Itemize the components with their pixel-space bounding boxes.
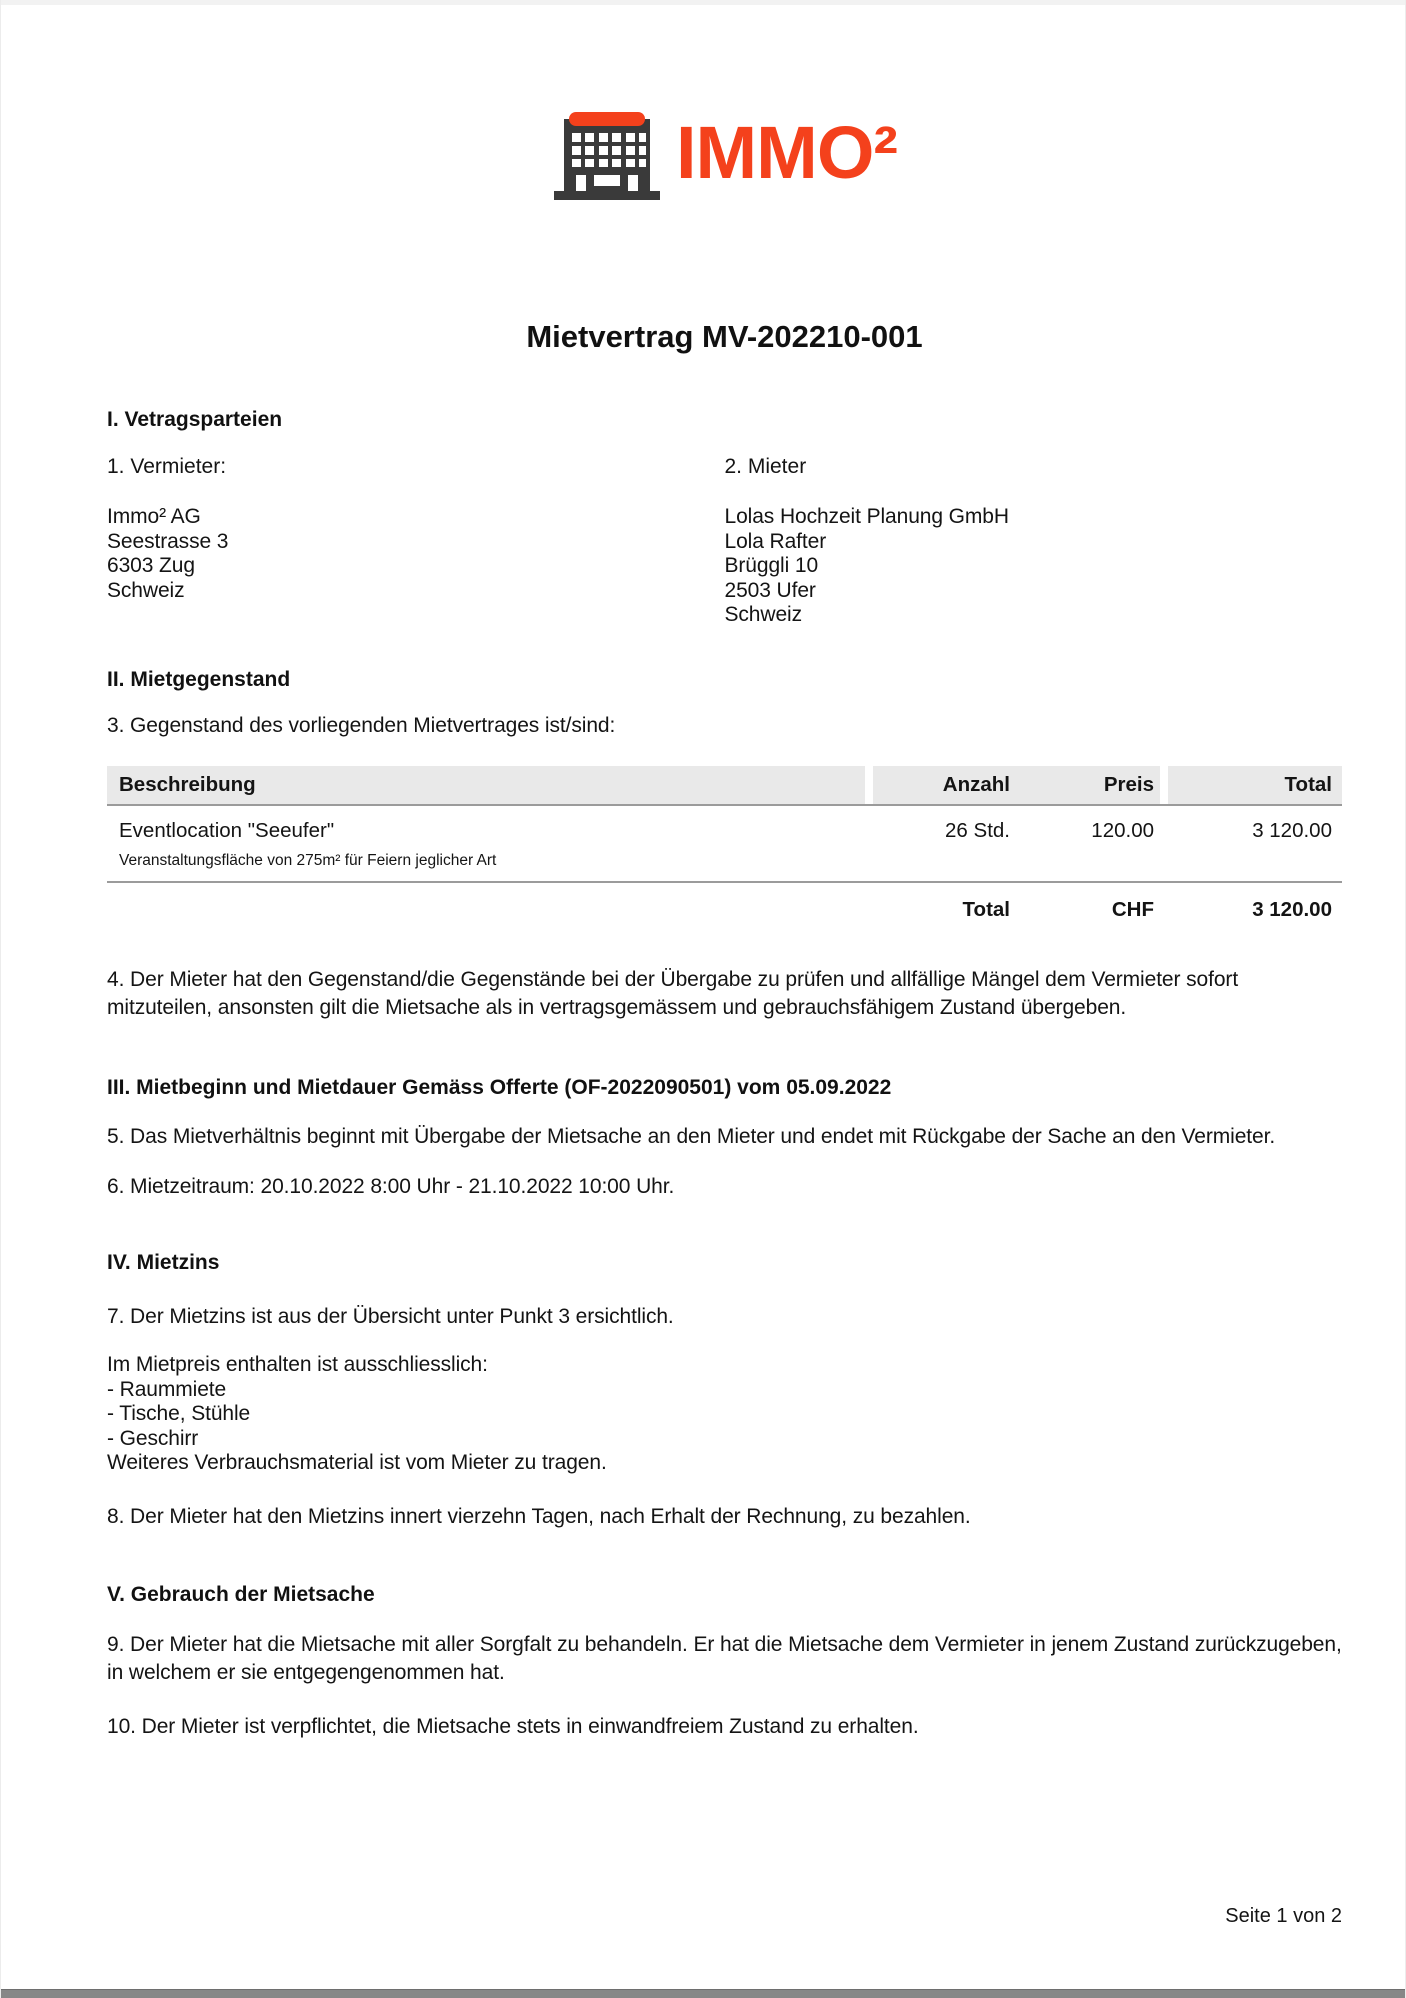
item-middle-group bbox=[873, 819, 1160, 843]
column-header-description: Beschreibung bbox=[107, 766, 865, 804]
item-details: Veranstaltungsfläche von 275m² für Feiern jeglicher Art bbox=[119, 851, 497, 869]
address-line: 2503 Ufer bbox=[724, 578, 816, 602]
document-content bbox=[1, 0, 1405, 1741]
included-line: Weiteres Verbrauchsmaterial ist vom Mieter zu tragen. bbox=[107, 1451, 607, 1475]
address-line: Schweiz bbox=[724, 603, 802, 627]
paragraph-4: 4. Der Mieter hat den Gegenstand/die Gegenstände bei der Übergabe zu prüfen und allfällige Mängel dem Vermieter sofort mitzuteilen, ansonsten gilt die Mietsache als in vertragsgemässem und gebrauchsfähigem Zustand übergeben. bbox=[107, 967, 1239, 1019]
column-header-quantity: Anzahl bbox=[942, 772, 1010, 796]
paragraph-7: 7. Der Mietzins ist aus der Übersicht unter Punkt 3 ersichtlich. bbox=[107, 1304, 674, 1328]
items-table-header bbox=[107, 766, 1342, 806]
logo-text: IMMO² bbox=[675, 111, 898, 194]
address-line: Lolas Hochzeit Planung GmbH bbox=[724, 505, 1009, 528]
total-row-middle-group bbox=[873, 898, 1160, 922]
building-icon bbox=[552, 112, 662, 200]
item-total: 3 120.00 bbox=[1252, 818, 1332, 842]
section-heading-rental-object: II. Mietgegenstand bbox=[107, 667, 291, 691]
viewer-bottom-edge bbox=[1, 1989, 1405, 1998]
total-amount: 3 120.00 bbox=[1252, 897, 1332, 921]
included-line: - Geschirr bbox=[107, 1426, 199, 1450]
tenant-address bbox=[725, 505, 1343, 628]
paragraph-10: 10. Der Mieter ist verpflichtet, die Mietsache stets in einwandfreiem Zustand zu erhalten. bbox=[107, 1714, 919, 1738]
total-row-spacer bbox=[107, 898, 865, 922]
column-header-total: Total bbox=[1168, 766, 1342, 804]
column-header-price: Preis bbox=[1103, 772, 1154, 796]
address-line: Immo² AG bbox=[107, 505, 201, 528]
address-line: Brüggli 10 bbox=[724, 554, 819, 578]
address-line: Schweiz bbox=[107, 578, 185, 602]
landlord-label: 1. Vermieter: bbox=[107, 455, 227, 478]
table-total-row bbox=[107, 883, 1342, 938]
table-row bbox=[107, 806, 1342, 843]
paragraph-8: 8. Der Mieter hat den Mietzins innert vierzehn Tagen, nach Erhalt der Rechnung, zu bezahlen. bbox=[107, 1504, 971, 1528]
page-number: Seite 1 von 2 bbox=[1225, 1905, 1342, 1927]
landlord-address bbox=[107, 505, 725, 603]
page-title: Mietvertrag MV-202210-001 bbox=[526, 319, 923, 354]
address-line: Seestrasse 3 bbox=[107, 529, 229, 553]
total-currency: CHF bbox=[1111, 897, 1154, 921]
logo bbox=[107, 0, 1342, 200]
paragraph-5: 5. Das Mietverhältnis beginnt mit Übergabe der Mietsache an den Mieter und endet mit Rückgabe der Sache an den Vermieter. bbox=[107, 1124, 1276, 1148]
included-line: Im Mietpreis enthalten ist ausschliesslich: bbox=[107, 1352, 488, 1376]
landlord-block bbox=[107, 455, 725, 628]
tenant-block bbox=[725, 455, 1343, 628]
included-line: - Tische, Stühle bbox=[107, 1402, 251, 1426]
tenant-label: 2. Mieter bbox=[724, 455, 807, 478]
total-label: Total bbox=[962, 897, 1010, 921]
column-header-middle-group bbox=[873, 766, 1160, 804]
included-line: - Raummiete bbox=[107, 1377, 227, 1401]
address-line: 6303 Zug bbox=[107, 554, 195, 578]
rent-included-list bbox=[107, 1353, 1342, 1476]
address-line: Lola Rafter bbox=[724, 529, 827, 553]
paragraph-6: 6. Mietzeitraum: 20.10.2022 8:00 Uhr - 21.10.2022 10:00 Uhr. bbox=[107, 1174, 675, 1198]
rental-object-intro: 3. Gegenstand des vorliegenden Mietvertrages ist/sind: bbox=[107, 713, 616, 737]
paragraph-9: 9. Der Mieter hat die Mietsache mit aller Sorgfalt zu behandeln. Er hat die Mietsache dem Vermieter in jenem Zustand zurückzugeben, in welchem er sie entgegengenommen hat. bbox=[107, 1632, 1342, 1684]
section-heading-parties: I. Vetragsparteien bbox=[107, 408, 283, 431]
section-heading-usage: V. Gebrauch der Mietsache bbox=[107, 1582, 375, 1606]
viewer-top-edge bbox=[1, 0, 1405, 5]
section-heading-duration: III. Mietbeginn und Mietdauer Gemäss Offerte (OF-2022090501) vom 05.09.2022 bbox=[107, 1075, 892, 1099]
section-heading-rent: IV. Mietzins bbox=[107, 1250, 220, 1274]
item-price: 120.00 bbox=[1091, 818, 1154, 842]
item-quantity: 26 Std. bbox=[945, 818, 1010, 842]
items-table bbox=[107, 766, 1342, 938]
parties-columns bbox=[107, 455, 1342, 628]
item-description: Eventlocation "Seeufer" bbox=[119, 818, 335, 842]
